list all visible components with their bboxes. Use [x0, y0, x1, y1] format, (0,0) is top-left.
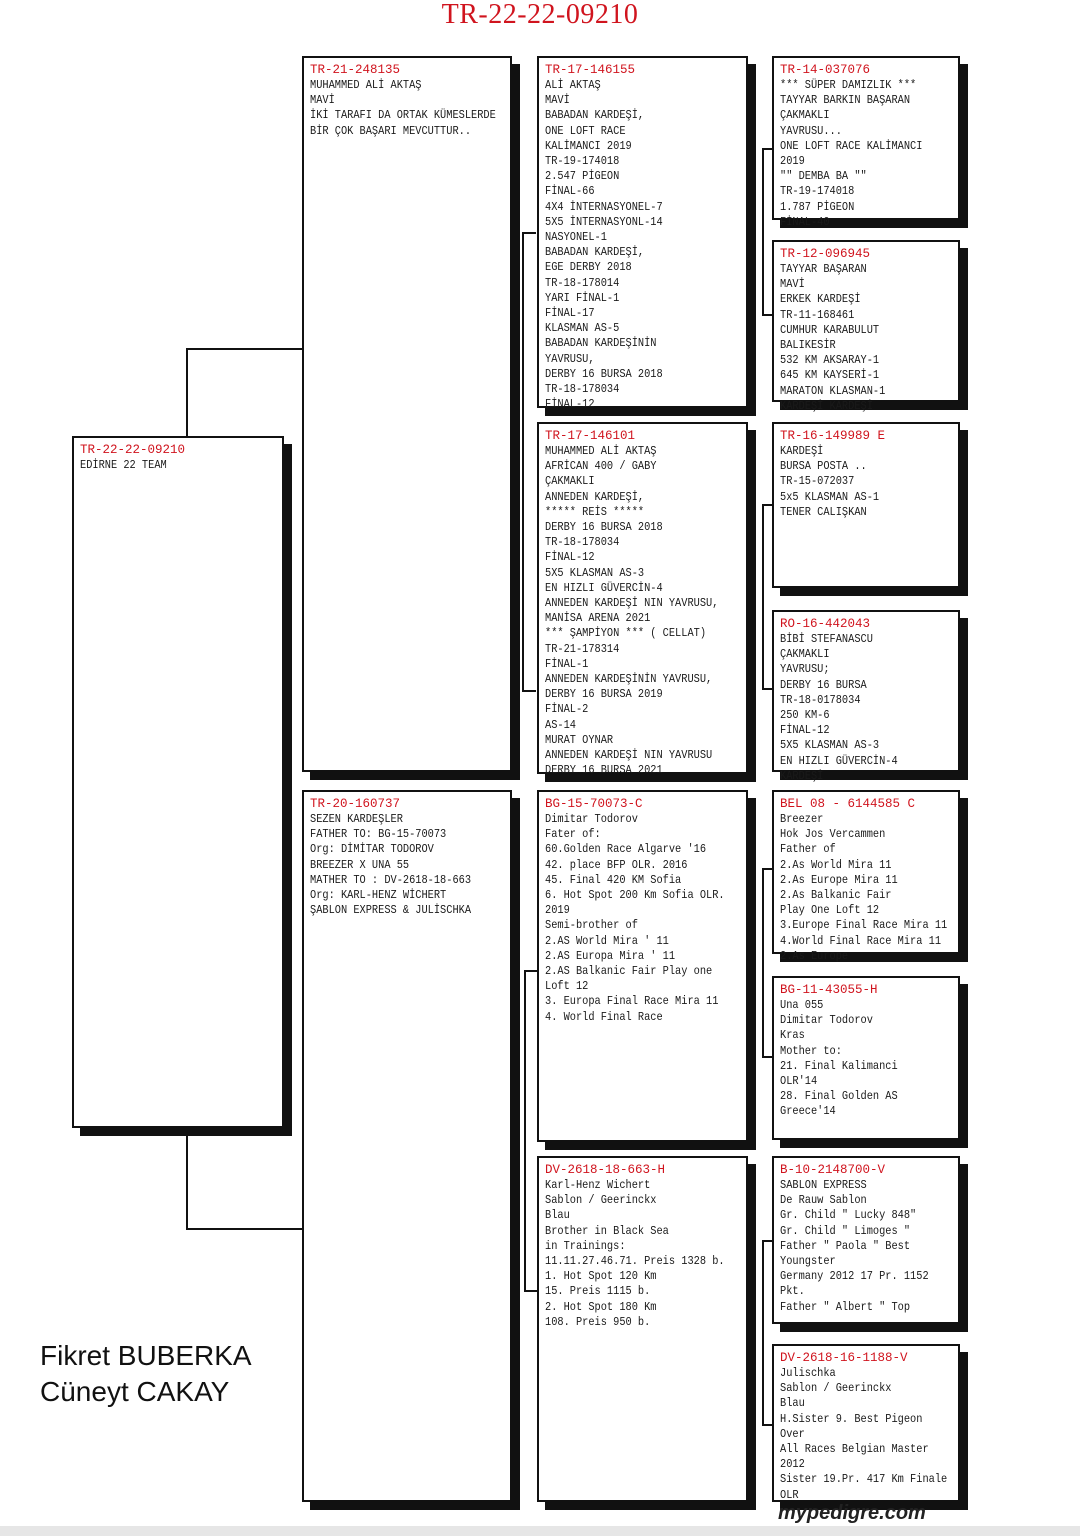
pigeon-card-great-grandparent-7[interactable]: B-10-2148700-V SABLON EXPRESS De Rauw Sablon Gr. Child " Lucky 848" Gr. Child " Limoges " Father " Paola " Best Youngster Germany 2012 17 Pr. 1152 Pkt. Father " Albert " Top	[772, 1156, 960, 1324]
connector-line	[762, 314, 772, 316]
connector-line	[524, 970, 526, 1292]
pigeon-card-dam-sire[interactable]: BG-15-70073-C Dimitar Todorov Fater of: 60.Golden Race Algarve '16 42. place BFP OLR. 2016 45. Final 420 KM Sofia 6. Hot Spot 200 Km Sofia OLR. 2019 Semi-brother of 2.AS World Mira ' 11 2.AS Europa Mira ' 11 2.AS Balkanic Fair Play one Loft 12 3. Europa Final Race Mira 11 4. World Final Race	[537, 790, 748, 1142]
connector-line	[522, 232, 524, 692]
connector-line	[524, 970, 538, 972]
ring-number: TR-22-22-09210	[80, 443, 186, 457]
connector-line	[762, 1240, 772, 1242]
ring-number: TR-21-248135	[310, 63, 401, 77]
connector-line	[762, 868, 772, 870]
pigeon-card-great-grandparent-6[interactable]: BG-11-43055-H Una 055 Dimitar Todorov Kras Mother to: 21. Final Kalimanci OLR'14 28. Final Golden AS Greece'14	[772, 976, 960, 1140]
connector-line	[762, 868, 764, 1058]
connector-line	[762, 1056, 772, 1058]
ring-number: TR-17-146155	[545, 63, 636, 77]
connector-line	[524, 1290, 538, 1292]
pigeon-card-great-grandparent-8[interactable]: DV-2618-16-1188-V Julischka Sablon / Geerinckx Blau H.Sister 9. Best Pigeon Over All Races Belgian Master 2012 Sister 19.Pr. 417 Km Finale OLR	[772, 1344, 960, 1502]
ring-number: B-10-2148700-V	[780, 1163, 886, 1177]
ring-number: BG-15-70073-C	[545, 797, 643, 811]
connector-line	[762, 504, 764, 690]
ring-number: BEL 08 - 6144585 C	[780, 797, 916, 811]
connector-line	[186, 1228, 302, 1230]
ring-number: RO-16-442043	[780, 617, 871, 631]
connector-line	[186, 348, 188, 436]
ring-number: DV-2618-16-1188-V	[780, 1351, 908, 1365]
ring-number: TR-20-160737	[310, 797, 401, 811]
ring-number: TR-14-037076	[780, 63, 871, 77]
connector-line	[762, 1424, 772, 1426]
pigeon-card-great-grandparent-2[interactable]: TR-12-096945 TAYYAR BAŞARAN MAVİ ERKEK KARDEŞİ TR-11-168461 CUMHUR KARABULUT BALIKESİR 532 KM AKSARAY-1 645 KM KAYSERİ-1 MARATON KLASMAN-1 KARDEŞİ KARDEŞİ	[772, 240, 960, 402]
connector-line	[522, 690, 536, 692]
connector-line	[762, 148, 772, 150]
pedigree-title: TR-22-22-09210	[441, 0, 639, 30]
footer-bar	[0, 1526, 1080, 1536]
pigeon-card-dam[interactable]: TR-20-160737 SEZEN KARDEŞLER FATHER TO: BG-15-70073 Org: DİMİTAR TODOROV BREEZER X UNA 55 MATHER TO : DV-2618-18-663 Org: KARL-HENZ WİCHERT ŞABLON EXPRESS & JULİSCHKA	[302, 790, 512, 1502]
connector-line	[762, 1240, 764, 1426]
owner-names	[40, 1338, 252, 1410]
ring-number: DV-2618-18-663-H	[545, 1163, 666, 1177]
connector-line	[762, 504, 772, 506]
pigeon-card-sire-dam[interactable]: TR-17-146101 MUHAMMED ALİ AKTAŞ AFRİCAN 400 / GABY ÇAKMAKLI ANNEDEN KARDEŞİ, ***** REİS ***** DERBY 16 BURSA 2018 TR-18-178034 FİNAL-12 5X5 KLASMAN AS-3 EN HIZLI GÜVERCİN-4 ANNEDEN KARDEŞİ NIN YAVRUSU, MANİSA ARENA 2021 *** ŞAMPİYON *** ( CELLAT) TR-21-178314 FİNAL-1 ANNEDEN KARDEŞİNİN YAVRUSU, DERBY 16 BURSA 2019 FİNAL-2 AS-14 MURAT OYNAR ANNEDEN KARDEŞİ NIN YAVRUSU DERBY 16 BURSA 2021	[537, 422, 748, 774]
owner-name: Fikret BUBERKA	[40, 1340, 252, 1371]
connector-line	[762, 688, 772, 690]
connector-line	[762, 148, 764, 316]
ring-number: TR-16-149989 E	[780, 429, 886, 443]
pigeon-card-dam-dam[interactable]: DV-2618-18-663-H Karl-Henz Wichert Sablon / Geerinckx Blau Brother in Black Sea in Trainings: 11.11.27.46.71. Preis 1328 b. 1. Hot Spot 120 Km 15. Preis 1115 b. 2. Hot Spot 180 Km 108. Preis 950 b.	[537, 1156, 748, 1502]
pigeon-card-sire[interactable]: TR-21-248135 MUHAMMED ALİ AKTAŞ MAVİ İKİ TARAFI DA ORTAK KÜMESLERDE BİR ÇOK BAŞARI MEVCUTTUR..	[302, 56, 512, 772]
pigeon-card-subject[interactable]: TR-22-22-09210 EDİRNE 22 TEAM	[72, 436, 284, 1128]
pigeon-card-great-grandparent-5[interactable]: BEL 08 - 6144585 C Breezer Hok Jos Vercammen Father of 2.As World Mira 11 2.As Europe Mira 11 2.As Balkanic Fair Play One Loft 12 3.Europe Final Race Mira 11 4.World Final Race Mira 11 2.As Europe	[772, 790, 960, 954]
connector-line	[186, 1128, 188, 1230]
pigeon-card-great-grandparent-1[interactable]: TR-14-037076 *** SÜPER DAMIZLIK *** TAYYAR BARKIN BAŞARAN ÇAKMAKLI YAVRUSU... ONE LOFT RACE KALİMANCI 2019 "" DEMBA BA "" TR-19-174018 1.787 PİGEON FİNAL-40	[772, 56, 960, 220]
pigeon-card-great-grandparent-3[interactable]: TR-16-149989 E KARDEŞİ BURSA POSTA .. TR-15-072037 5x5 KLASMAN AS-1 TENER CALIŞKAN	[772, 422, 960, 588]
ring-number: TR-12-096945	[780, 247, 871, 261]
ring-number: BG-11-43055-H	[780, 983, 878, 997]
pigeon-card-great-grandparent-4[interactable]: RO-16-442043 BİBİ STEFANASCU ÇAKMAKLI YAVRUSU; DERBY 16 BURSA TR-18-0178034 250 KM-6 FİNAL-12 5X5 KLASMAN AS-3 EN HIZLI GÜVERCİN-4 KARDEŞİ	[772, 610, 960, 772]
ring-number: TR-17-146101	[545, 429, 636, 443]
owner-name: Cüneyt CAKAY	[40, 1376, 230, 1407]
connector-line	[186, 348, 302, 350]
pigeon-card-sire-sire[interactable]: TR-17-146155 ALİ AKTAŞ MAVİ BABADAN KARDEŞİ, ONE LOFT RACE KALİMANCI 2019 TR-19-174018 2.547 PİGEON FİNAL-66 4X4 İNTERNASYONEL-7 5X5 İNTERNASYONL-14 NASYONEL-1 BABADAN KARDEŞİ, EGE DERBY 2018 TR-18-178014 YARI FİNAL-1 FİNAL-17 KLASMAN AS-5 BABADAN KARDEŞİNİN YAVRUSU, DERBY 16 BURSA 2018 TR-18-178034 FİNAL-12	[537, 56, 748, 408]
connector-line	[522, 232, 536, 234]
site-watermark: mypedigre.com	[778, 1502, 926, 1524]
